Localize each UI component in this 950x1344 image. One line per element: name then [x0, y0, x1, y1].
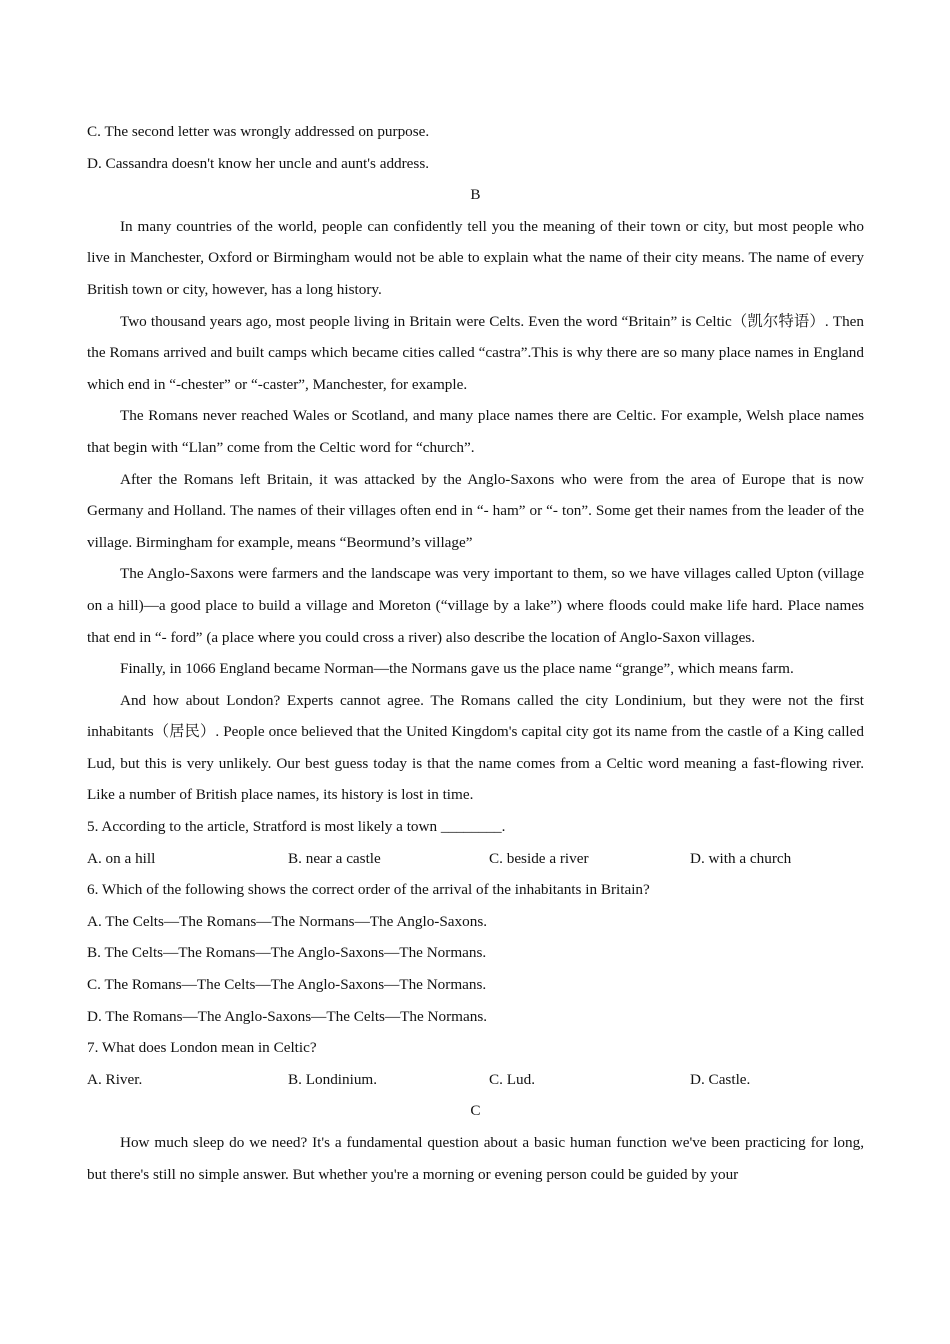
prev-option-d: D. Cassandra doesn't know her uncle and aunt's address.: [87, 154, 430, 172]
question-5-options: [87, 843, 864, 875]
section-c-heading: C: [470, 1102, 481, 1120]
section-b-paragraph-5: The Anglo-Saxons were farmers and the landscape was very important to them, so we have villages called Upton (village on a hill)—a good place to build a village and Moreton (“village by a lake”) where floods could make life hard. Place names that end in “- ford” (a place where you could cross a river) also describe the location of Anglo-Saxon villages.: [87, 565, 864, 646]
question-7-option-d: D. Castle.: [690, 1070, 751, 1088]
document-page: [87, 116, 864, 1190]
question-6-option-a: A. The Celts—The Romans—The Normans—The Anglo-Saxons.: [87, 912, 488, 930]
question-6-option-b: B. The Celts—The Romans—The Anglo-Saxons—The Normans.: [87, 944, 487, 962]
question-5-option-d: D. with a church: [690, 849, 792, 867]
question-6-option-d: D. The Romans—The Anglo-Saxons—The Celts—The Normans.: [87, 1007, 488, 1025]
section-b-paragraph-4: After the Romans left Britain, it was attacked by the Anglo-Saxons who were from the area of Europe that is now Germany and Holland. The names of their villages often end in “- ham” or “- ton”. Some get their names from the leader of the village. Birmingham for example, means “Beormund’s village”: [87, 470, 864, 551]
section-b-paragraph-7: And how about London? Experts cannot agree. The Romans called the city Londinium, but they were not the first inhabitants（居民）. People once believed that the United Kingdom's capital city got its name from the castle of a King called Lud, but this is very unlikely. Our best guess today is that the name comes from a Celtic word meaning a fast-flowing river. Like a number of British place names, its history is lost in time.: [87, 691, 864, 804]
question-5-option-a: A. on a hill: [87, 849, 156, 867]
question-5-option-b: B. near a castle: [288, 849, 381, 867]
question-7-stem: 7. What does London mean in Celtic?: [87, 1039, 317, 1057]
question-7-option-c: C. Lud.: [489, 1070, 535, 1088]
section-c-paragraph-1: How much sleep do we need? It's a fundamental question about a basic human function we've been practicing for long, but there's still no simple answer. But whether you're a morning or evening person could be guided by your: [87, 1134, 864, 1183]
question-7-option-a: A. River.: [87, 1070, 143, 1088]
question-6-stem: 6. Which of the following shows the correct order of the arrival of the inhabitants in Britain?: [87, 881, 650, 899]
prev-option-c: C. The second letter was wrongly addressed on purpose.: [87, 123, 430, 140]
question-7-options: [87, 1064, 864, 1096]
question-7-option-b: B. Londinium.: [288, 1070, 378, 1088]
question-5-stem: 5. According to the article, Stratford is most likely a town ________.: [87, 818, 506, 836]
section-b-paragraph-3: The Romans never reached Wales or Scotland, and many place names there are Celtic. For example, Welsh place names that begin with “Llan” come from the Celtic word for “church”.: [87, 407, 864, 456]
section-b-heading: B: [470, 186, 481, 204]
section-b-paragraph-2: Two thousand years ago, most people living in Britain were Celts. Even the word “Britain” is Celtic（凯尔特语）. Then the Romans arrived and built camps which became cities called “castra”.This is why there are so many place names in England which end in “-chester” or “-caster”, Manchester, for example.: [87, 312, 864, 393]
question-5-option-c: C. beside a river: [489, 849, 589, 867]
question-6-option-c: C. The Romans—The Celts—The Anglo-Saxons—The Normans.: [87, 976, 487, 994]
section-b-paragraph-6: Finally, in 1066 England became Norman—the Normans gave us the place name “grange”, which means farm.: [120, 660, 794, 678]
section-b-paragraph-1: In many countries of the world, people can confidently tell you the meaning of their town or city, but most people who live in Manchester, Oxford or Birmingham would not be able to explain what the name of their city means. The name of every British town or city, however, has a long history.: [87, 217, 864, 298]
